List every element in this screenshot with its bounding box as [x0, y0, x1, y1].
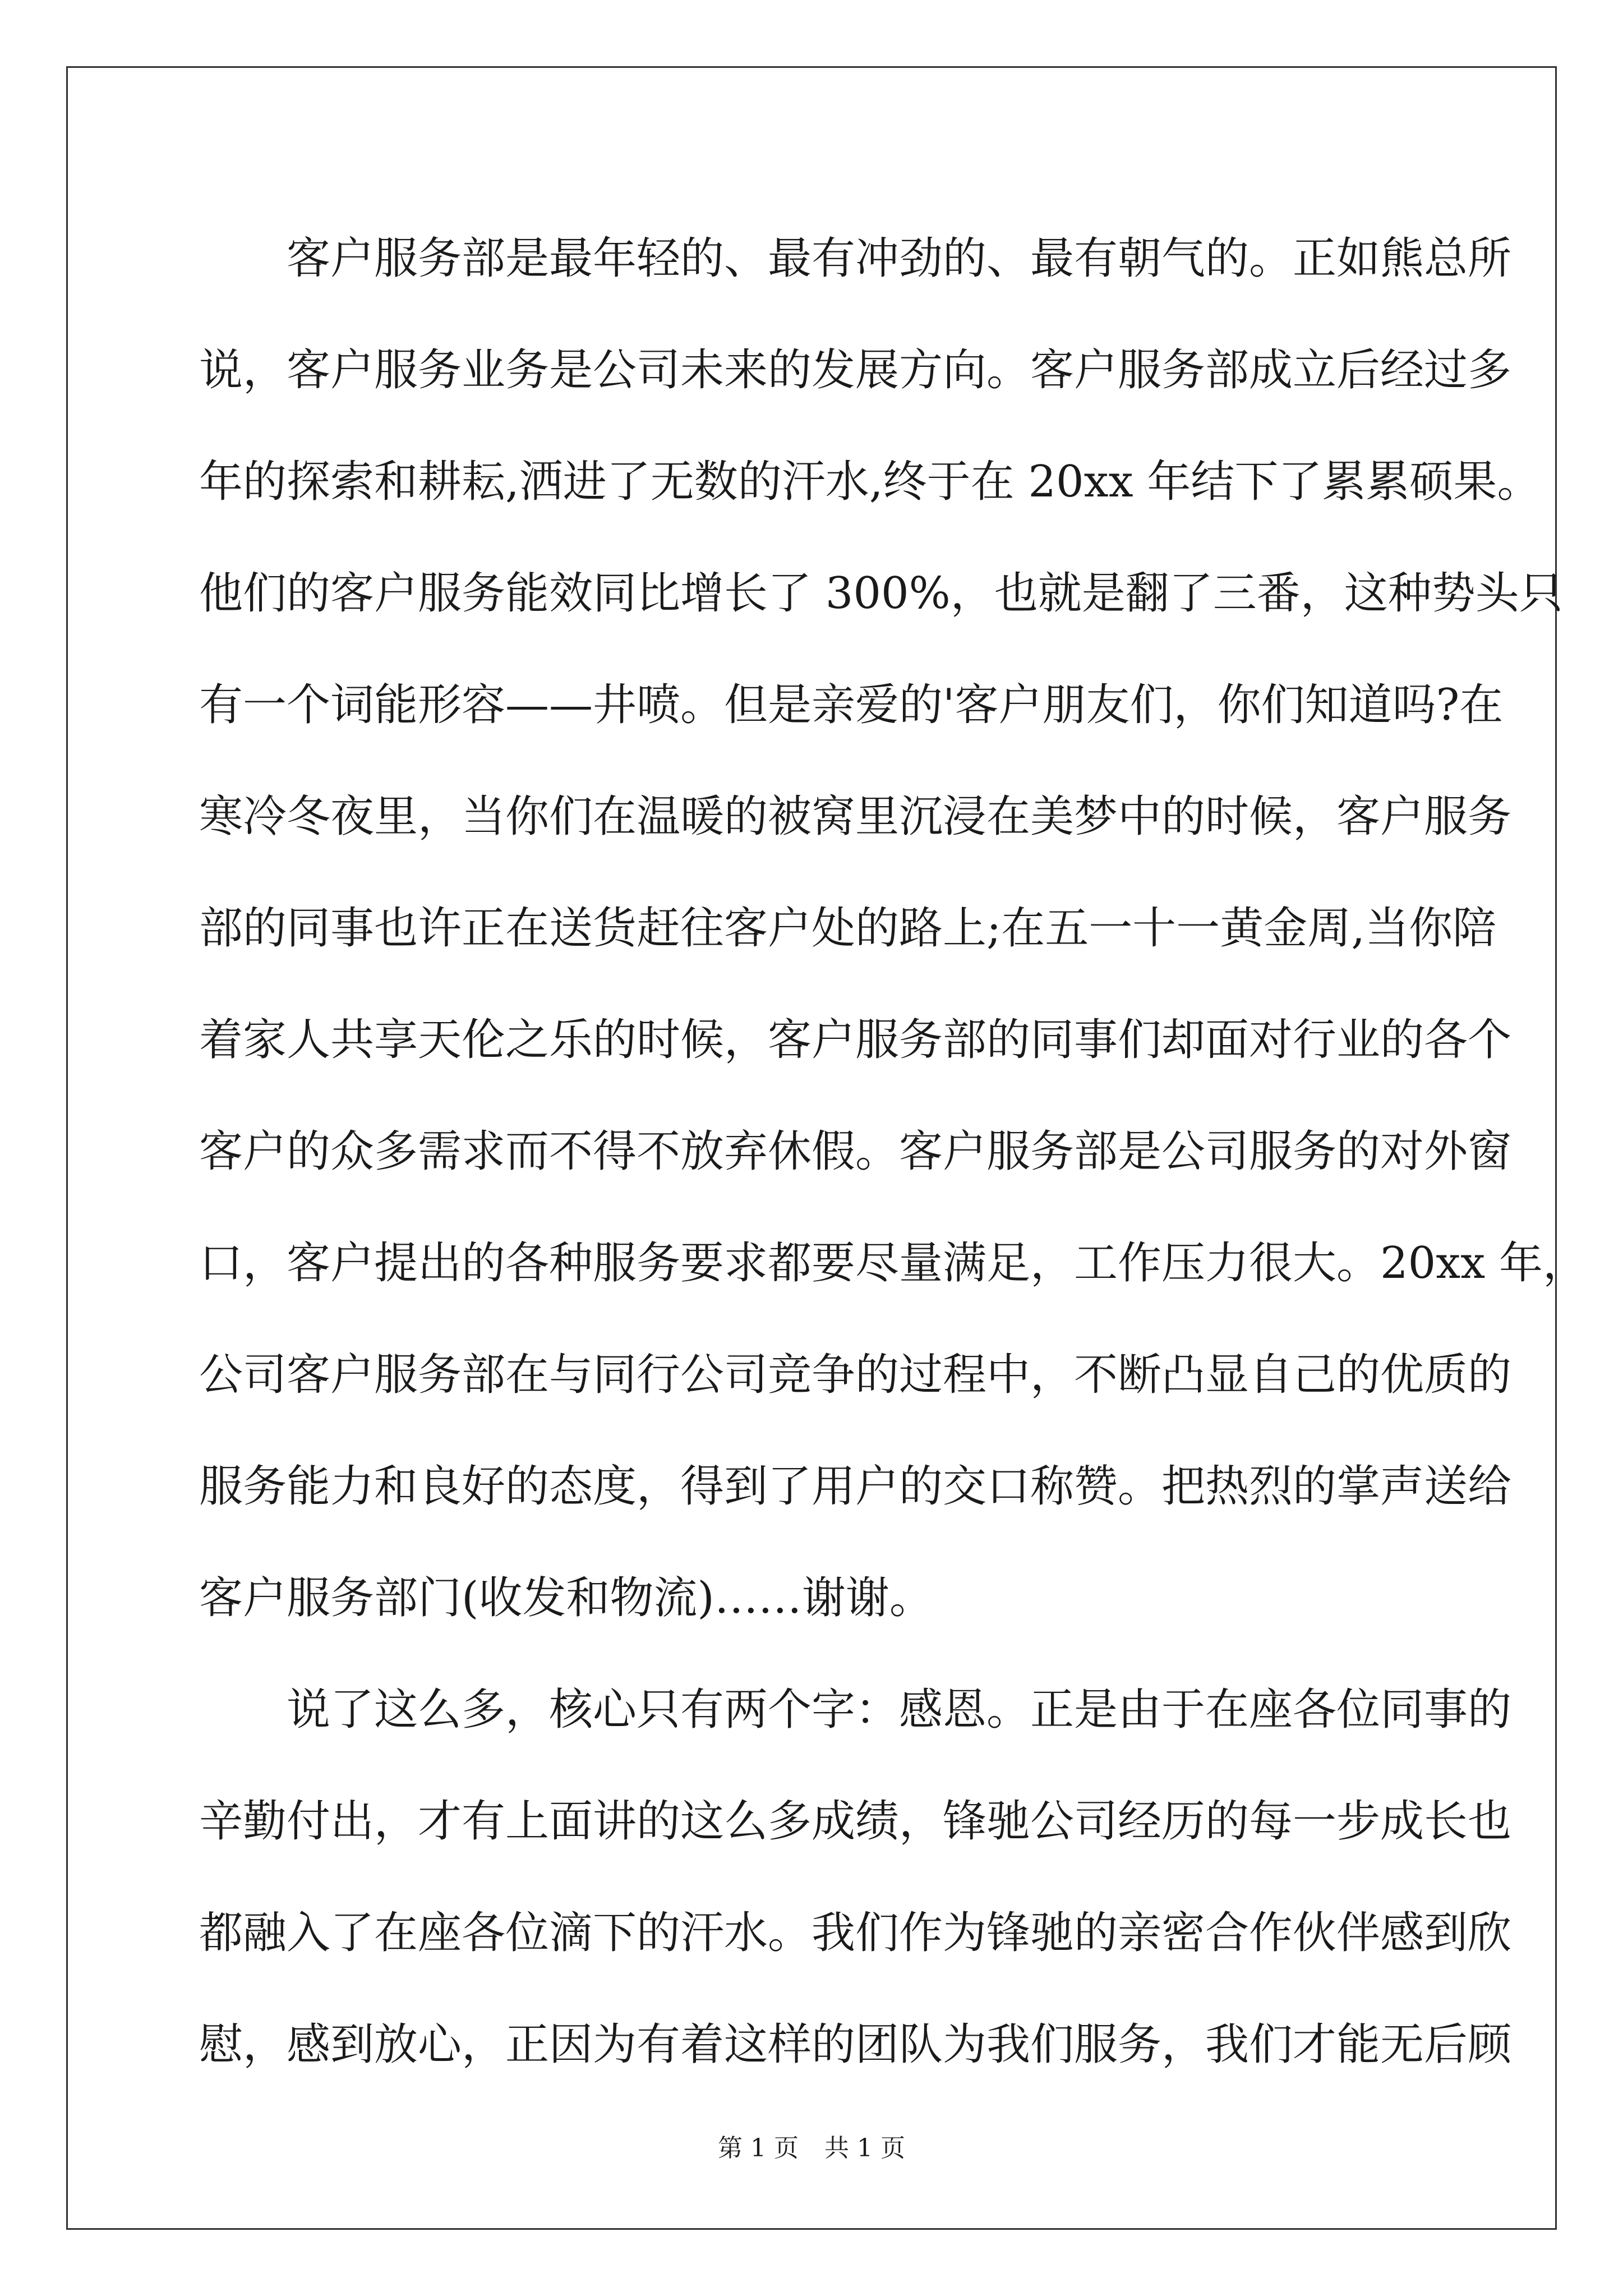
page-number-current: 第 1 页 — [718, 2134, 799, 2162]
paragraph-1-line-8: 着家人共享天伦之乐的时候，客户服务部的同事们却面对行业的各个 — [199, 1015, 1512, 1065]
document-body — [199, 203, 1587, 2101]
paragraph-1-line-10: 口，客户提出的各种服务要求都要尽量满足，工作压力很大。20xx 年， — [199, 1238, 1587, 1289]
paragraph-1-line-4: 他们的客户服务能效同比增长了 300%，也就是翻了三番，这种势头只 — [199, 568, 1563, 619]
paragraph-1-line-1: 客户服务部是最年轻的、最有冲劲的、最有朝气的。正如熊总所 — [287, 233, 1512, 284]
paragraph-1-line-13: 客户服务部门(收发和物流)……谢谢。 — [199, 1573, 933, 1623]
page-footer — [0, 2132, 1623, 2165]
paragraph-1-line-11: 公司客户服务部在与同行公司竞争的过程中，不断凸显自己的优质的 — [199, 1350, 1512, 1400]
paragraph-1-line-6: 寒冷冬夜里，当你们在温暖的被窝里沉浸在美梦中的时候，客户服务 — [199, 792, 1512, 842]
paragraph-2-line-3: 都融入了在座各位滴下的汗水。我们作为锋驰的亲密合作伙伴感到欣 — [199, 1908, 1512, 1958]
paragraph-1-line-2: 说，客户服务业务是公司未来的发展方向。客户服务部成立后经过多 — [199, 345, 1512, 395]
paragraph-1-line-7: 部的同事也许正在送货赶往客户处的路上;在五一十一黄金周,当你陪 — [199, 903, 1497, 954]
paragraph-1-line-12: 服务能力和良好的态度，得到了用户的交口称赞。把热烈的掌声送给 — [199, 1461, 1512, 1512]
page-number-total: 共 1 页 — [824, 2134, 905, 2162]
paragraph-2-line-1: 说了这么多，核心只有两个字：感恩。正是由于在座各位同事的 — [287, 1685, 1512, 1735]
paragraph-1-line-9: 客户的众多需求而不得不放弃休假。客户服务部是公司服务的对外窗 — [199, 1126, 1512, 1177]
paragraph-1-line-3: 年的探索和耕耘,洒进了无数的汗水,终于在 20xx 年结下了累累硕果。 — [199, 457, 1541, 507]
paragraph-1-line-5: 有一个词能形容——井喷。但是亲爱的'客户朋友们，你们知道吗?在 — [199, 680, 1504, 730]
paragraph-2-line-4: 慰，感到放心，正因为有着这样的团队为我们服务，我们才能无后顾 — [199, 2019, 1512, 2070]
paragraph-2-line-2: 辛勤付出，才有上面讲的这么多成绩，锋驰公司经历的每一步成长也 — [199, 1796, 1512, 1847]
